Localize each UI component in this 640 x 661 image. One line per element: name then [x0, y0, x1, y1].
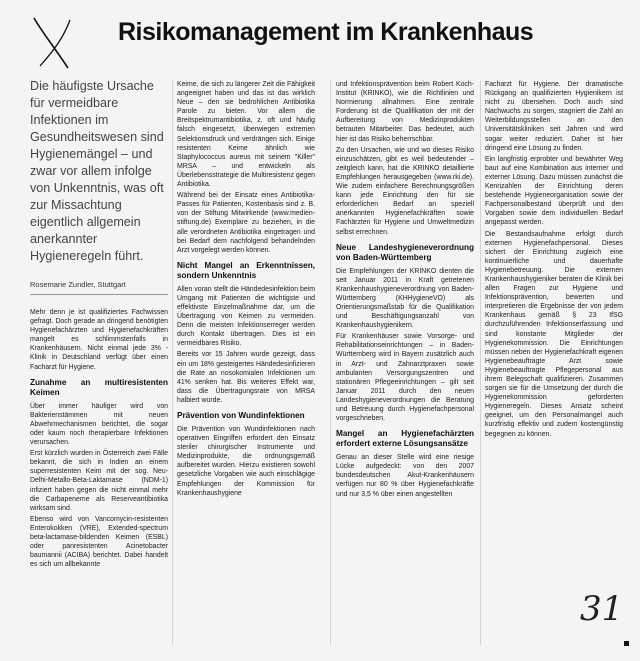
- page-number: [578, 586, 624, 626]
- paragraph: Genau an dieser Stelle wird eine riesige Lücke aufgedeckt: von den 2007 bundesdeutschen Akut-Krankenhäusern verfügen nur 80 % über Hygienefachkräfte und nur 3,5 % über einen angestellten: [336, 454, 474, 498]
- column-3: [336, 80, 474, 653]
- author-byline: Rosemarie Zundler, Stuttgart: [30, 280, 126, 289]
- section-heading: Prävention von Wundinfektionen: [177, 411, 305, 420]
- paragraph: Die Bestandsaufnahme erfolgt durch externen Hygienefachpersonal. Dieses sichert der Einrichtung zugleich eine kontinuierliche und dauerhafte Hygienebetreuung. Die externen Krankenhaushygieniker beraten die Klinik bei allen Fragen zur Hygiene und Infektionsprävention, bewerten und interpretieren die Ergebnisse der von jedem Krankenhaus gemäß § 23 IfSG durchzuführenden Infektionserfassung und sind konstante Mitglieder der Hygienekommission. Die Einrichtungen müssen neben der Hygienefachkraft eigenen Hygienebeauftragte Arzt sowie Hygienebeauftragte Pflegepersonal aus ihrem Belegschaft qualifizieren. Zusammen sorgen sie für die Umsetzung der durch die Hygienekommission geforderten Hygieneregeln. Dieses Ansatz scheint geeignet, um den Personalmangel auch kurzfristig effektiv und zudem kostengünstig begegnen zu können.: [485, 230, 623, 438]
- divider: [30, 294, 168, 295]
- end-mark-icon: [624, 641, 629, 646]
- paragraph: Facharzt für Hygiene. Der dramatische Rückgang an qualifizierten Hygienikern ist nicht zu übersehen. Doch auch sind Nachwuchs zu sorgen, stagniert die Zahl an Weiterbildungsstellen an den Universitätskliniken seit Jahren und wird sogar weiter reduziert. Daher ist hier dringend eine Lösung zu finden.: [485, 81, 623, 152]
- column-2: [177, 80, 315, 653]
- column-divider: [480, 80, 481, 645]
- section-heading: Mangel an Hygienefachärzten erfordert externe Lösungsansätze: [336, 429, 474, 449]
- paragraph: Ein langfristig erprobter und bewährter Weg baut auf eine Kombination aus interner und externer Lösung. Dazu müssen zunächst die Kennzahlen der Einrichtung deren bestehende Hygieneorganisation sowie der Fachpersonalbestand überprüft und den Vorgaben sowie dem individuellen Bedarf angepasst werden.: [485, 155, 623, 227]
- section-heading: Neue Landeshygieneverordnung von Baden-Württemberg: [336, 242, 474, 262]
- handwritten-mark-icon: [28, 14, 84, 72]
- paragraph: Erst kürzlich wurden in Österreich zwei Fälle bekannt, die sich in Indien an einem superresistenten Keim mit der sog. Neu-Delhi-Metallo-Beta-Laktamase (NDM-1) infiziert haben gegen die nicht einmal mehr die Carbapeneme als Reserveantibiotika wirksam sind.: [30, 450, 168, 512]
- paragraph: Bereits vor 15 Jahren wurde gezeigt, dass ein um 18% gesteigertes Händedesinfizieren die Rate an nosokomialen Infektionen um 41% senken hat. Bis weiteres Effekt war, dass die Übertragungsrate von MRSA halbiert wurde.: [177, 351, 315, 404]
- paragraph: Ebenso wird von Vancomycin-resistenten Enterokokken (VRE), Extended-spectrum beta-lactamase-bildenden Keimen (ESBL) oder panresistenten Acinetobacter baumannii (ACIBA) berichtet. Dabei handelt es sich um allbekannte: [30, 515, 168, 569]
- paragraph: Für Krankenhäuser sowie Vorsorge- und Rehabilitationseinrichtungen – in Baden-Württemberg wird in Bayern zusätzlich auch in Arzt- und Zahnarztpraxen sowie ambulanten Versorgungszentren und stationären Pflegeeinrichtungen – gilt seit Januar 2011 durch den neuen Landeshygieneverordnungen die Beratung und Betreuung durch Hygienefachpersonal vorgeschrieben.: [336, 333, 474, 423]
- column-1: [30, 308, 168, 653]
- section-heading: Zunahme an multiresistenten Keimen: [30, 377, 168, 397]
- paragraph: Zu den Ursachen, wie und wo dieses Risiko einzuschätzen, gibt es weil bedeutender – zeitgleich kann, hat die KRINKO detaillierte Empfehlungen herausgegeben (www.rki.de). Wie zudem einfachere Berechnungsgrößen kann jede Einrichtung den für sie erforderlichen Bedarf an speziell anerkannten Hygienefachkräften sowie Fachärzten für Hygiene und Umweltmedizin selbst errechnen.: [336, 146, 474, 236]
- page-number-text: 31: [580, 589, 624, 626]
- paragraph: und Infektionsprävention beim Robert Koch-Institut (KRINKO), wie die Richtlinien und Normierung allnahmen. Eine zentrale Forderung ist die Qualifikation der mit der Aufbereitung von Medizinprodukten betrauten Mitarbeiter. Das bedeutet, auch hier ist das Risiko beherrschbar.: [336, 81, 474, 143]
- article-title: Risikomanagement im Krankenhaus: [118, 18, 534, 46]
- column-divider: [172, 80, 173, 645]
- section-heading: Nicht Mangel an Erkenntnissen, sondern Unkenntnis: [177, 260, 315, 280]
- paragraph: Die Prävention von Wundinfektionen nach operativen Eingriffen erfordert den Einsatz steriler chirurgischer Instrumente und Medizinprodukte, die ordnungsgemäß aufbereitet wurden. Hierzu existieren sowohl gesetzliche Vorgaben wie auch einschlägige Empfehlungen der Kommission für Krankenhaushygiene: [177, 426, 315, 497]
- paragraph: Mehr denn je ist qualifiziertes Fachwissen gefragt. Doch gerade an dringend benötigten Hygienefachärzten und Hygienefachkräften mangelt es schlimmstenfalls in Krankenhäusern. Nicht einmal jede 3% -Klinik in Deutschland verfügt über einen Facharzt für Hygiene.: [30, 309, 168, 371]
- paragraph: Allen voran stellt die Händedesinfektion beim Umgang mit Patienten die wichtigste und effektivste Einzelmaßnahme dar, um die Übertragung von Keimen zu vermeiden. Denn die meisten Infektionserreger werden durch Kontakt übertragen. Dies ist ein vermeidbares Risiko.: [177, 285, 315, 348]
- column-divider: [330, 80, 331, 645]
- paragraph: Die Empfehlungen der KRINKO dienten die seit Januar 2011 in Kraft getretenen Krankenhaushygieneverordnung von Baden-Württemberg (KHHygieneVO) als Orientierungsmaßstab für die Qualifikation und Beschäftigungsanzahl von Krankenhaushygienikern.: [336, 267, 474, 330]
- column-4: [485, 80, 623, 600]
- paragraph: Über immer häufiger wird von Bakterienstämmen mit neuen Abwehrmechanismen berichtet, die sogar oder kaum noch therapierbare Infektionen verursachen.: [30, 402, 168, 447]
- paragraph: Keime, die sich zu längerer Zeit die Fähigkeit angeeignet haben und das ist das wirklich Neue – den sie bedrohlichen Antibiotika Parole zu bieten. Vor allem die Breitspektrumantibiotika, z. oft und häufig falsch eingesetzt, überwiegen extremen Selektionsdruck und verdrängen sich. Einige resistenten Keime ähnlich wie Staphylococcus aureus mit seinem "Killer" MRSA – und entwickeln als Überlebensstrategie die Multiresistenz gegen Antibiotika.: [177, 81, 315, 189]
- paragraph: Während bei der Einsatz eines Antibiotika-Passes für Patienten, Kostenbasis sind z. B. von der Stiftung Mitwirkende (www.medien-stiftung.de) Exemplare zu beziehen, in die alle verordneten Antibiotika eingetragen und bei Bedarf dem nachfolgend behandelnden Arzt vorgelegt werden können.: [177, 192, 315, 254]
- article-lede: Die häufigste Ursache für vermeidbare Infektionen im Gesundheitswesen sind Hygienemängel – und zwar vor allem infolge von Unkenntnis, was oft zur Missachtung eigentlich allgemein anerkannter Hygieneregeln führt.: [30, 79, 164, 263]
